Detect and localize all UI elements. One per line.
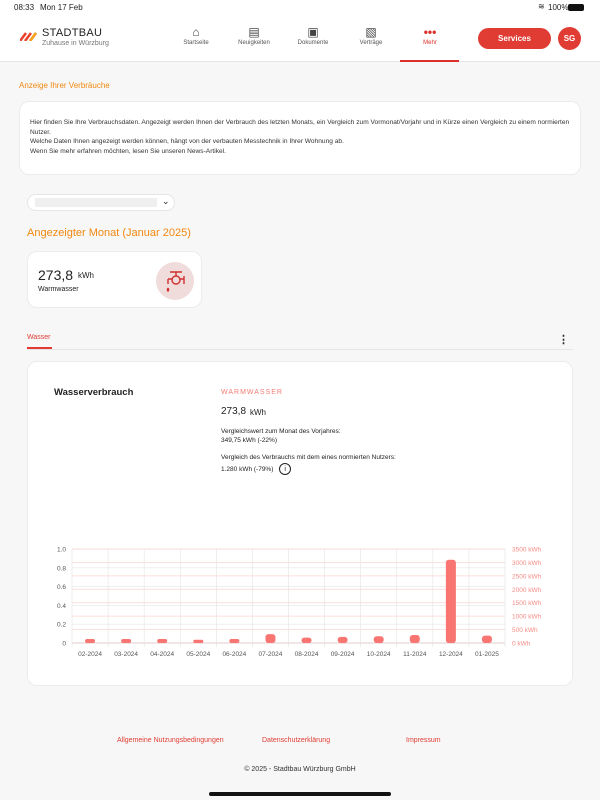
bar (229, 639, 239, 643)
x-tick-label: 01-2025 (475, 651, 499, 658)
left-tick-label: 0.8 (56, 565, 66, 573)
contract-icon: ▧ (365, 25, 377, 39)
nav-label: Mehr (423, 40, 437, 46)
battery-icon (568, 4, 584, 11)
x-tick-label: 12-2024 (438, 651, 463, 658)
section-title: Anzeige Ihrer Verbräuche (19, 81, 110, 90)
detail-title: Wasserverbrauch (54, 387, 134, 398)
norm-value: 1.280 kWh (-79%) (221, 465, 274, 473)
bar (157, 639, 167, 643)
intro-text: Wenn Sie mehr erfahren möchten, lesen Sie unseren News-Artikel. (30, 147, 226, 155)
news-icon: ▤ (248, 25, 260, 39)
info-icon[interactable]: i (279, 463, 291, 475)
bar (446, 560, 456, 643)
left-tick-label: 1.0 (56, 546, 66, 554)
status-time: 08:33 (14, 3, 35, 12)
nav-dokumente[interactable] (283, 24, 343, 46)
summary-label: Warmwasser (38, 286, 79, 293)
nav-mehr[interactable] (400, 24, 460, 46)
logo[interactable] (20, 27, 109, 47)
app-header (0, 14, 600, 62)
prev-label: Vergleichswert zum Monat des Vorjahres: (221, 428, 341, 435)
summary-value: 273,8 (38, 267, 74, 283)
tab-wasser[interactable]: Wasser (27, 334, 51, 341)
right-tick-label: 1000 kWh (512, 613, 542, 621)
detail-category: WARMWASSER (221, 389, 283, 396)
right-tick-label: 3500 kWh (512, 546, 542, 554)
bar (482, 636, 492, 643)
wifi-icon: ≋ (538, 2, 545, 11)
x-tick-label: 02-2024 (78, 651, 102, 658)
brand-tagline: Zuhause in Würzburg (42, 40, 109, 47)
x-tick-label: 08-2024 (294, 651, 319, 658)
nav-vertraege[interactable] (341, 24, 401, 46)
summary-card[interactable] (27, 251, 202, 308)
x-tick-label: 05-2024 (186, 651, 211, 658)
home-icon: ⌂ (192, 25, 200, 39)
prev-year-comparison (221, 428, 401, 445)
right-tick-label: 1500 kWh (512, 600, 542, 608)
logo-icon (20, 31, 38, 41)
nav-label: Dokumente (297, 40, 329, 46)
status-bar (0, 0, 600, 14)
bar (193, 640, 203, 643)
summary-unit: kWh (78, 271, 94, 280)
x-tick-label: 11-2024 (403, 651, 427, 658)
x-tick-label: 03-2024 (114, 651, 139, 658)
home-indicator (209, 792, 391, 796)
month-title: Angezeigter Monat (Januar 2025) (27, 227, 191, 239)
footer-link-privacy[interactable]: Datenschutzerklärung (262, 737, 331, 744)
bar (85, 639, 95, 643)
x-tick-label: 06-2024 (222, 651, 247, 658)
left-tick-label: 0.2 (56, 621, 66, 629)
bar (338, 637, 348, 643)
active-tab-indicator (400, 60, 459, 62)
more-options-icon[interactable]: ⋮ (558, 334, 569, 346)
bar (302, 638, 312, 643)
nav-label: Neuigkeiten (238, 40, 270, 46)
norm-comparison (221, 454, 401, 475)
copyright: © 2025 - Stadtbau Würzburg GmbH (244, 766, 356, 773)
brand-name: STADTBAU (42, 27, 103, 39)
chevron-down-icon: ⌄ (162, 196, 170, 206)
nav-label: Startseite (183, 40, 209, 46)
prev-value: 349,75 kWh (-22%) (221, 436, 277, 444)
bar (121, 639, 131, 643)
document-icon: ▣ (307, 25, 319, 39)
right-tick-label: 0 kWh (512, 640, 531, 648)
bar (410, 635, 420, 643)
x-tick-label: 09-2024 (330, 651, 355, 658)
avatar[interactable]: SG (558, 27, 581, 50)
right-tick-label: 2000 kWh (512, 586, 542, 594)
left-tick-label: 0 (62, 640, 66, 648)
consumption-chart (0, 540, 600, 665)
meter-select[interactable] (27, 194, 175, 211)
intro-card (19, 101, 581, 175)
services-button[interactable]: Services (478, 28, 551, 49)
left-tick-label: 0.6 (56, 584, 66, 592)
faucet-icon (156, 262, 194, 300)
nav-neuigkeiten[interactable] (224, 24, 284, 46)
bar (265, 634, 275, 643)
detail-unit: kWh (250, 408, 266, 417)
footer-link-terms[interactable]: Allgemeine Nutzungsbedingungen (117, 737, 224, 744)
status-date: Mon 17 Feb (40, 3, 83, 12)
detail-value: 273,8 (221, 406, 247, 417)
bar (374, 636, 384, 643)
nav-label: Verträge (359, 40, 383, 46)
x-tick-label: 04-2024 (150, 651, 175, 658)
right-tick-label: 2500 kWh (512, 573, 542, 581)
select-value (35, 198, 157, 207)
intro-text: Welche Daten Ihnen angezeigt werden können, hängt von der verbauten Messtechnik in Ihrer Wohnung ab. (30, 138, 344, 145)
tab-divider (27, 349, 573, 350)
right-tick-label: 3000 kWh (512, 559, 542, 567)
footer-link-imprint[interactable]: Impressum (406, 737, 441, 744)
norm-label: Vergleich des Verbrauchs mit dem eines normierten Nutzers: (221, 454, 396, 461)
more-icon: ••• (423, 25, 437, 39)
battery-level: 100% (548, 3, 569, 12)
right-tick-label: 500 kWh (512, 627, 538, 635)
x-tick-label: 10-2024 (366, 651, 391, 658)
x-tick-label: 07-2024 (258, 651, 283, 658)
left-tick-label: 0.4 (56, 602, 66, 610)
nav-startseite[interactable] (166, 24, 226, 46)
intro-text: Hier finden Sie Ihre Verbrauchsdaten. Angezeigt werden Ihnen der Verbrauch des letzten Monats, ein Vergleich zum Vormonat/Vorjahr und in Kürze einen Vergleich zu einem normierten Nutzer. (30, 119, 570, 136)
